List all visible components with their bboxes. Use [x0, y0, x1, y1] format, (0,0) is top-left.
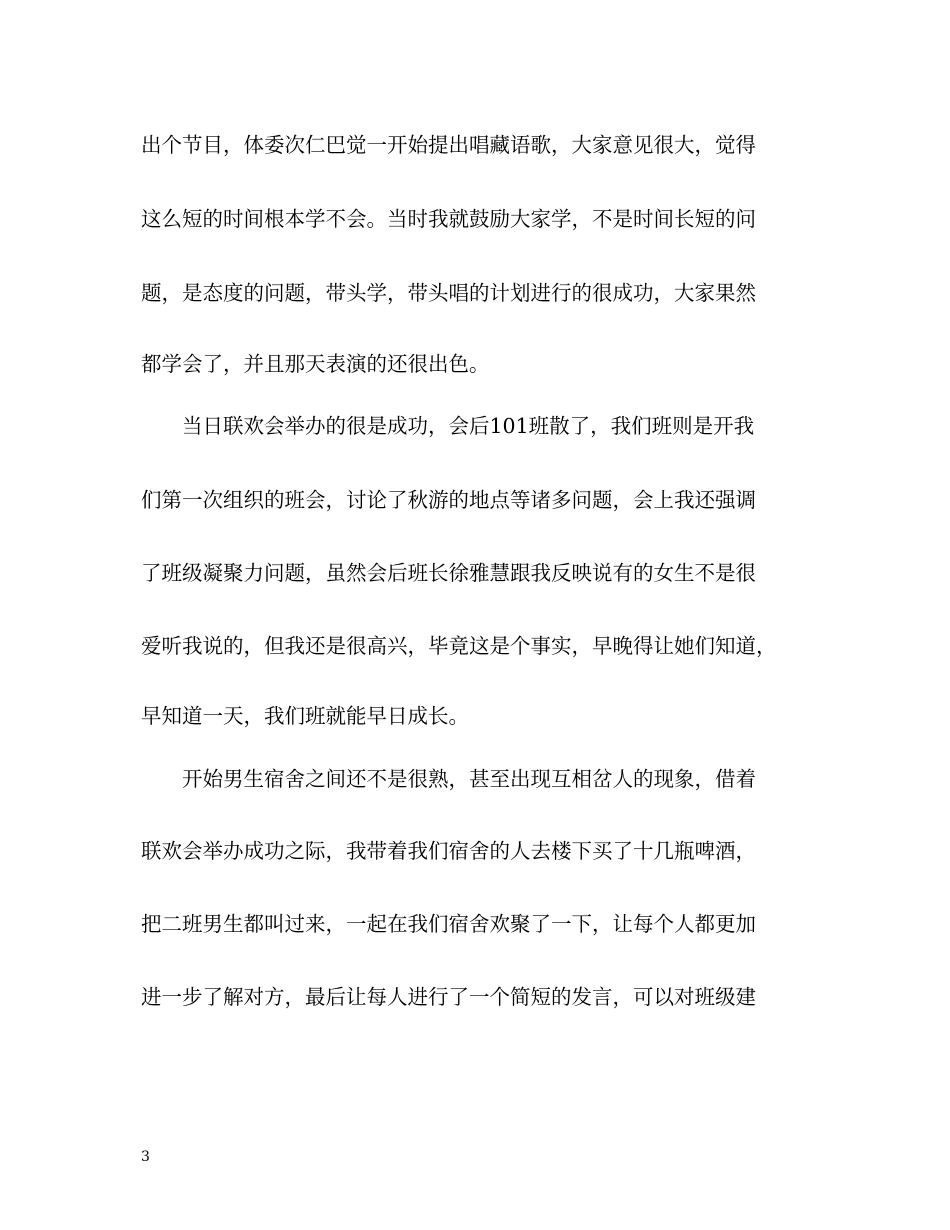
text-line: 当日联欢会举办的很是成功，会后101班散了，我们班则是开我	[141, 414, 755, 438]
text-line: 联欢会举办成功之际，我带着我们宿舍的人去楼下买了十几瓶啤酒，	[141, 839, 756, 863]
text-line: 们第一次组织的班会，讨论了秋游的地点等诸多问题，会上我还强调	[141, 488, 756, 512]
text-line: 爱听我说的，但我还是很高兴，毕竟这是个事实，早晚得让她们知道，	[141, 634, 777, 658]
text-line: 把二班男生都叫过来，一起在我们宿舍欢聚了一下，让每个人都更加	[141, 912, 756, 936]
text-line: 这么短的时间根本学不会。当时我就鼓励大家学，不是时间长短的问	[141, 207, 756, 231]
text-line: 出个节目，体委次仁巴觉一开始提出唱藏语歌，大家意见很大，觉得	[141, 133, 756, 157]
page-number: 3	[141, 1149, 150, 1165]
text-line: 都学会了，并且那天表演的还很出色。	[141, 352, 490, 376]
text-line: 了班级凝聚力问题，虽然会后班长徐雅慧跟我反映说有的女生不是很	[141, 561, 756, 585]
text-line: 题，是态度的问题，带头学，带头唱的计划进行的很成功，大家果然	[141, 281, 756, 305]
text-line: 进一步了解对方，最后让每人进行了一个简短的发言，可以对班级建	[141, 985, 756, 1009]
text-line: 开始男生宿舍之间还不是很熟，甚至出现互相岔人的现象，借着	[141, 767, 756, 791]
text-line: 早知道一天，我们班就能早日成长。	[141, 704, 469, 728]
